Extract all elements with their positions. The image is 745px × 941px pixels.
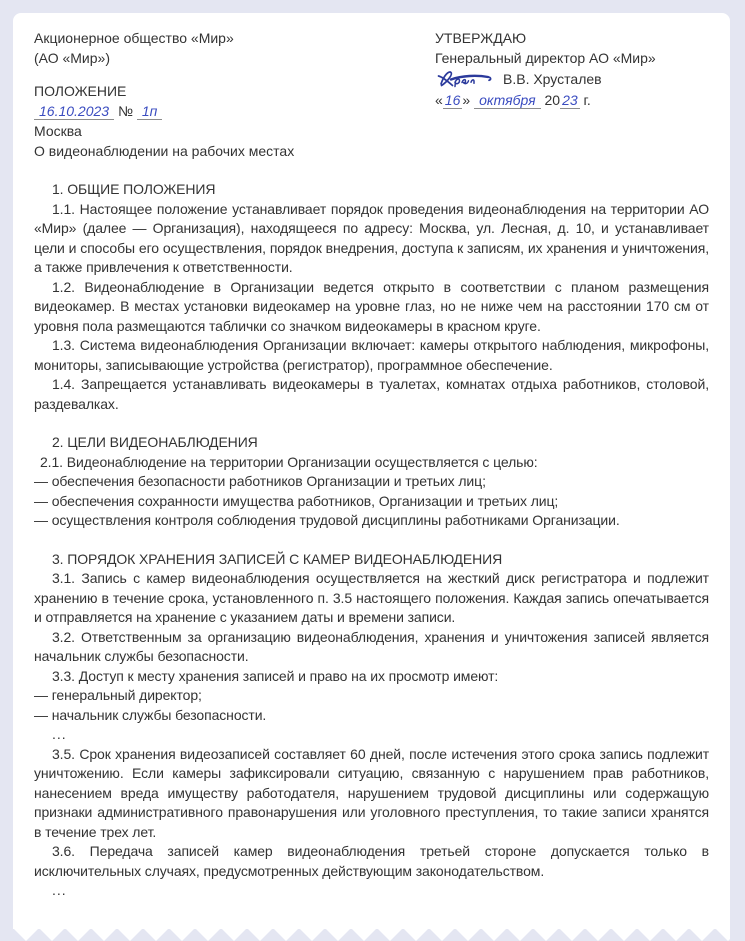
document-body: [34, 180, 709, 923]
company-name-short: (АО «Мир»): [34, 50, 110, 66]
date-quote-close: »: [462, 92, 471, 108]
paragraph-2-1: 2.1. Видеонаблюдение на территории Организации осуществляется с целью:: [40, 453, 538, 470]
list-item-access-1: — генеральный директор;: [34, 687, 202, 703]
date-era: г.: [583, 92, 591, 108]
company-name-full: Акционерное общество «Мир»: [34, 30, 234, 46]
date-quote-open: «: [435, 92, 443, 108]
paragraph-1-1: 1.1. Настоящее положение устанавливает порядок проведения видеонаблюдения на территории АО «Мир» (далее — Организация), находящееся по адресу: Москва, ул. Лесная, д. 10, и устанавливает цели и способы его осуществления, порядок внедрения, доступа к записям, их хранения и уничтожения, а также привлечения к ответственности.: [34, 200, 709, 275]
document-number-line: [34, 101, 435, 121]
section-heading-3: 3. ПОРЯДОК ХРАНЕНИЯ ЗАПИСЕЙ С КАМЕР ВИДЕОНАБЛЮДЕНИЯ: [52, 550, 503, 567]
header-left-column: [34, 28, 435, 161]
paragraph-1-2: 1.2. Видеонаблюдение в Организации ведется открыто в соответствии с планом размещения видеокамер. В местах установки видеокамер на уровне глаз, но не ниже чем на расстоянии 170 см от уровня пола размещаются таблички со значком видеокамеры в красном круге.: [34, 278, 709, 334]
approval-block: [435, 28, 709, 161]
date-day-value: 16: [444, 92, 461, 108]
paragraph-3-1: 3.1. Запись с камер видеонаблюдения осуществляется на жесткий диск регистратора и подлежит хранению в течение срока, установленного п. 3.5 настоящего положения. Каждая запись опечатывается и отправляется на хранение с указанием даты и времени записи.: [34, 570, 709, 625]
approval-date-line: [435, 90, 709, 110]
number-sign: №: [117, 103, 133, 119]
document-header: [34, 28, 709, 161]
date-month-value: октября: [474, 92, 541, 109]
document-number-value: 1п: [137, 103, 163, 120]
paragraph-3-6: 3.6. Передача записей камер видеонаблюдения третьей стороне допускается только в исключительных случаях, предусмотренных действующим законодательством.: [34, 843, 709, 879]
section-heading-1: 1. ОБЩИЕ ПОЛОЖЕНИЯ: [52, 181, 216, 197]
paragraph-3-5: 3.5. Срок хранения видеозаписей составляет 60 дней, после истечения этого срока запись подлежит уничтожению. Если камеры зафиксировали ситуацию, связанную с нарушением прав работников, нанесением вреда имуществу работодателя, нарушением трудовой дисциплины или содержащую признаки административного правонарушения или уголовного преступления, то такие записи хранятся в течение трех лет.: [34, 745, 709, 840]
document-paper: [13, 13, 730, 929]
paragraph-1-4: 1.4. Запрещается устанавливать видеокамеры в туалетах, комнатах отдыха работников, столовой, раздевалках.: [34, 376, 709, 412]
list-item-goal-1: — обеспечения безопасности работников Организации и третьих лиц;: [34, 473, 486, 489]
torn-page-edge: [13, 928, 730, 941]
document-city: Москва: [34, 123, 82, 139]
document-date-value: 16.10.2023: [34, 103, 114, 120]
list-item-goal-3: — осуществления контроля соблюдения трудовой дисциплины работниками Организации.: [34, 512, 620, 528]
document-page: [13, 13, 730, 941]
omitted-text-ellipsis-2: ...: [52, 882, 67, 898]
section-heading-2: 2. ЦЕЛИ ВИДЕОНАБЛЮДЕНИЯ: [52, 434, 258, 450]
date-year-value: 23: [562, 92, 578, 108]
approver-position: Генеральный директор АО «Мир»: [435, 50, 656, 66]
signature-scribble-icon: [435, 69, 495, 89]
date-year-prefix: 20: [544, 92, 561, 108]
approve-stamp: УТВЕРЖДАЮ: [435, 30, 527, 46]
omitted-text-ellipsis-1: ...: [52, 726, 67, 742]
signature-line: [435, 68, 709, 90]
document-subject: О видеонаблюдении на рабочих местах: [34, 143, 295, 159]
paragraph-1-3: 1.3. Система видеонаблюдения Организации включает: камеры открытого наблюдения, микрофоны, мониторы, записывающие устройства (регистратор), программное обеспечение.: [34, 337, 709, 373]
list-item-access-2: — начальник службы безопасности.: [34, 706, 267, 723]
bottom-whitespace: [34, 901, 709, 923]
paragraph-3-2: 3.2. Ответственным за организацию видеонаблюдения, хранения и уничтожения записей является начальник службы безопасности.: [34, 628, 709, 664]
list-item-goal-2: — обеспечения сохранности имущества работников, Организации и третьих лиц;: [34, 492, 559, 509]
document-type: ПОЛОЖЕНИЕ: [34, 83, 127, 99]
paragraph-3-3: 3.3. Доступ к месту хранения записей и право на их просмотр имеют:: [52, 667, 499, 684]
approver-name: В.В. Хрусталев: [503, 71, 602, 87]
